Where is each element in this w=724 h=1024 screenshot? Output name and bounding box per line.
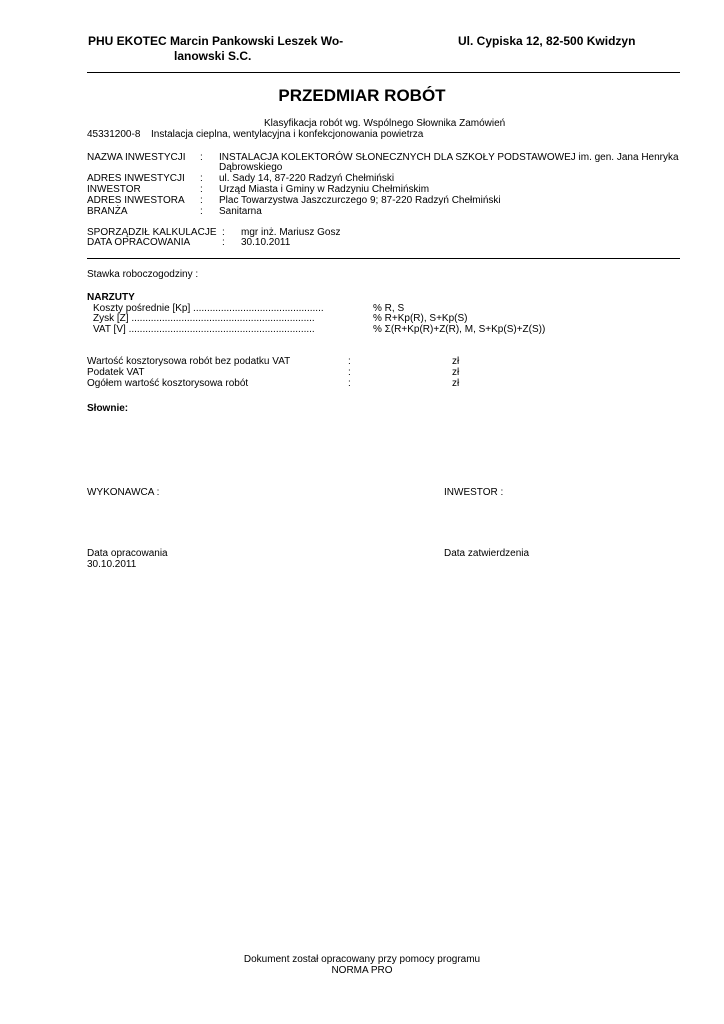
prepared-date-colon: : [222, 237, 225, 248]
amount-in-words-label: Słownie: [87, 403, 129, 414]
investment-address-value: ul. Sady 14, 87-220 Radzyń Chełmiński [219, 173, 395, 184]
cost-total-colon: : [348, 378, 351, 389]
branch-value: Sanitarna [219, 206, 262, 217]
classification-code: 45331200-8 [87, 129, 141, 140]
prepared-date-label: DATA OPRACOWANIA [87, 237, 191, 248]
date-approved-label: Data zatwierdzenia [444, 548, 530, 559]
investor-label: INWESTOR [87, 184, 141, 195]
prepared-by-value: mgr inż. Mariusz Gosz [241, 227, 341, 238]
markup-profit-value: % R+Kp(R), S+Kp(S) [373, 313, 468, 324]
markup-vat-label: VAT [V] ................................................................... [93, 324, 315, 335]
cost-total-label: Ogółem wartość kosztorysowa robót [87, 378, 249, 389]
branch-colon: : [200, 206, 203, 217]
contractor-label: WYKONAWCA : [87, 487, 160, 498]
investment-address-label: ADRES INWESTYCJI [87, 173, 185, 184]
investment-name-colon: : [200, 152, 203, 163]
info-divider [87, 258, 680, 259]
prepared-by-colon: : [222, 227, 225, 238]
investor-address-label: ADRES INWESTORA [87, 195, 185, 206]
markup-indirect-costs-value: % R, S [373, 303, 405, 314]
cost-vat-colon: : [348, 367, 351, 378]
classification-heading: Klasyfikacja robót wg. Wspólnego Słownika Zamówień [264, 118, 506, 129]
company-name-line2: lanowski S.C. [174, 49, 252, 63]
markup-indirect-costs-label: Koszty pośrednie [Kp] ............................................... [93, 303, 324, 314]
investor-value: Urząd Miasta i Gminy w Radzyniu Chełmińskim [219, 184, 430, 195]
investment-address-colon: : [200, 173, 203, 184]
prepared-date-value: 30.10.2011 [241, 237, 291, 248]
footer-line2: NORMA PRO [331, 965, 393, 976]
markups-heading: NARZUTY [87, 292, 135, 303]
company-address: Ul. Cypiska 12, 82-500 Kwidzyn [458, 34, 636, 48]
labor-rate-label: Stawka roboczogodziny : [87, 269, 199, 280]
cost-net-unit: zł [452, 356, 460, 367]
date-prepared-value: 30.10.2011 [87, 559, 137, 570]
branch-label: BRANŻA [87, 206, 128, 217]
cost-vat-label: Podatek VAT [87, 367, 145, 378]
cost-total-unit: zł [452, 378, 460, 389]
document-title: PRZEDMIAR ROBÓT [278, 86, 446, 105]
classification-description: Instalacja cieplna, wentylacyjna i konfekcjonowania powietrza [151, 129, 424, 140]
markup-vat-value: % Σ(R+Kp(R)+Z(R), M, S+Kp(S)+Z(S)) [373, 324, 546, 335]
prepared-by-label: SPORZĄDZIŁ KALKULACJE [87, 227, 217, 238]
date-prepared-label: Data opracowania [87, 548, 168, 559]
investment-name-label: NAZWA INWESTYCJI [87, 152, 186, 163]
footer-line1: Dokument został opracowany przy pomocy programu [243, 954, 481, 965]
investment-name-value: INSTALACJA KOLEKTORÓW SŁONECZNYCH DLA SZKOŁY PODSTAWOWEJ im. gen. Jana Henryka [219, 152, 679, 163]
investment-name-value-cont: Dąbrowskiego [219, 162, 283, 173]
cost-vat-unit: zł [452, 367, 460, 378]
investor-colon: : [200, 184, 203, 195]
investor-address-value: Plac Towarzystwa Jaszczurczego 9; 87-220 Radzyń Chełmiński [219, 195, 501, 206]
header-divider [87, 72, 680, 73]
markup-profit-label: Zysk [Z] .................................................................. [93, 313, 315, 324]
company-name-line1: PHU EKOTEC Marcin Pankowski Leszek Wo- [88, 34, 344, 48]
cost-net-colon: : [348, 356, 351, 367]
investor-signature-label: INWESTOR : [444, 487, 504, 498]
cost-net-label: Wartość kosztorysowa robót bez podatku VAT [87, 356, 291, 367]
investor-address-colon: : [200, 195, 203, 206]
